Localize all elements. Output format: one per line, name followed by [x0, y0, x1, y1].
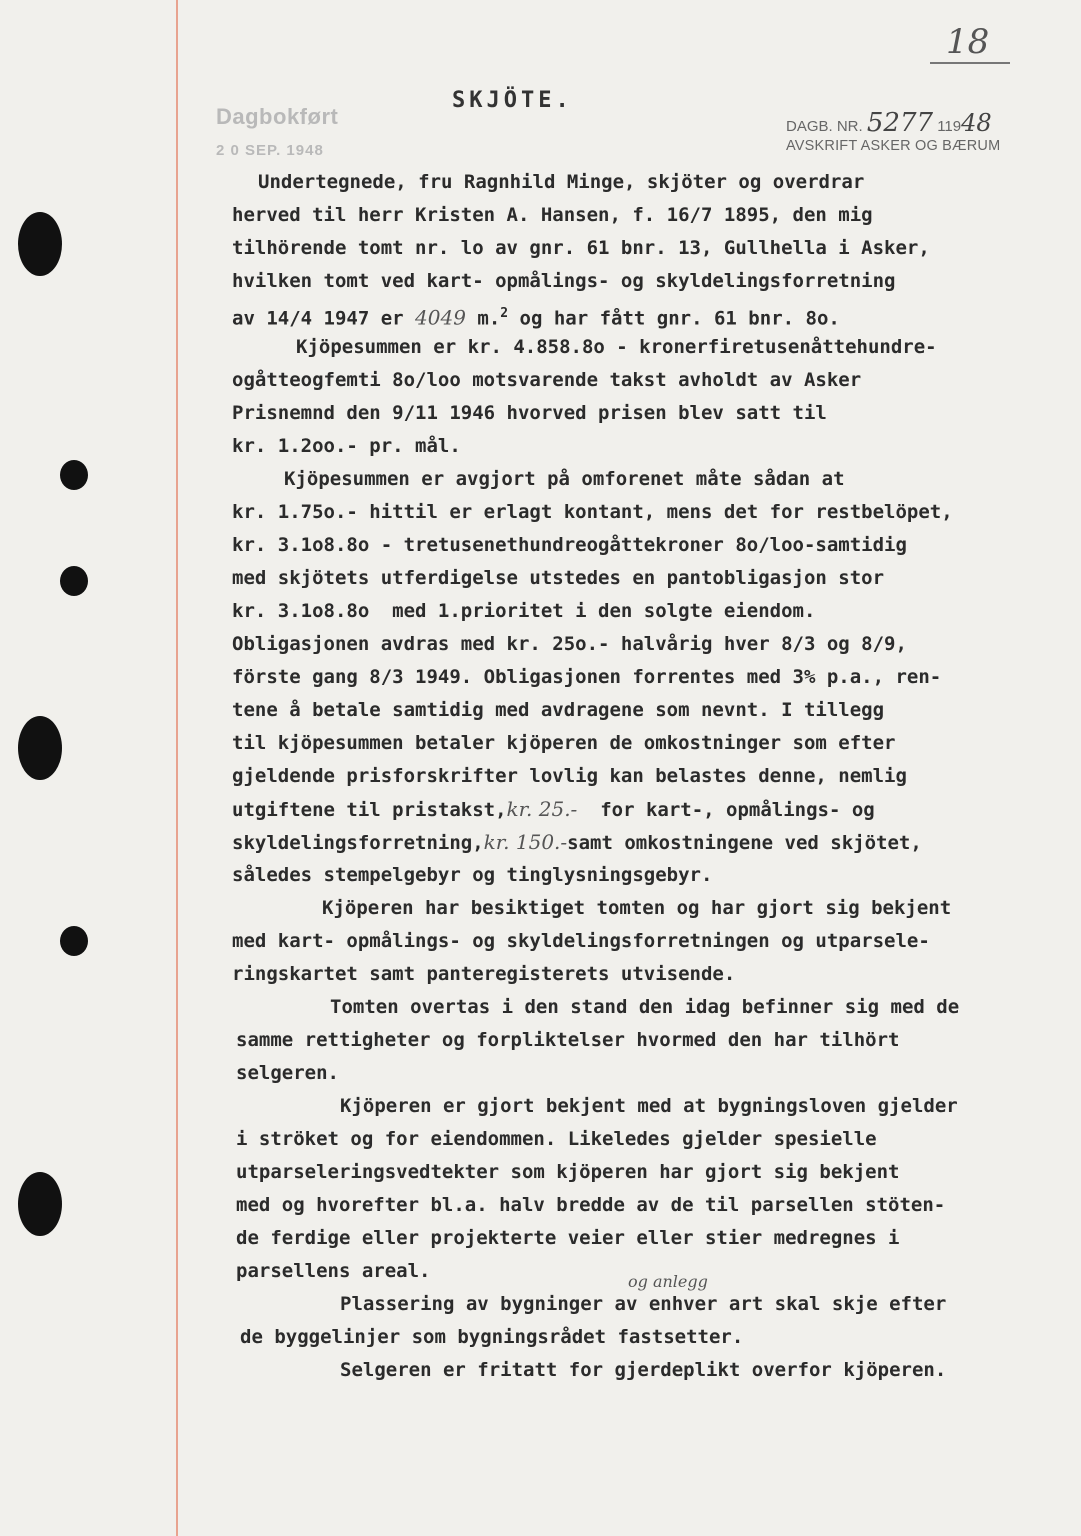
text-line: Kjöperen har besiktiget tomten og har gjort sig bekjent — [322, 897, 952, 919]
text-line: tene å betale samtidig med avdragene som nevnt. I tillegg — [232, 699, 885, 721]
handwritten-amount: kr. 25.- — [506, 797, 578, 821]
text-line — [232, 826, 922, 858]
text-segment: skyldelingsforretning, — [232, 832, 484, 854]
stamp-date: 2 0 SEP. 1948 — [216, 142, 324, 159]
text-line: med kart- opmålings- og skyldelingsforretningen og utparsele- — [232, 930, 930, 952]
text-line: herved til herr Kristen A. Hansen, f. 16/7 1895, den mig — [232, 204, 873, 226]
text-line: med og hvorefter bl.a. halv bredde av de til parsellen stöten- — [236, 1194, 946, 1216]
stamp-prefix: DAGB. NR. — [786, 118, 863, 135]
text-line: Kjöpesummen er kr. 4.858.8o - kronerfiretusenåttehundre- — [296, 336, 937, 358]
journal-year: 48 — [961, 109, 992, 137]
text-line: kr. 3.1o8.8o - tretusenethundreogåttekroner 8o/loo-samtidig — [232, 534, 907, 556]
text-line: de byggelinjer som bygningsrådet fastsetter. — [240, 1326, 744, 1348]
text-segment: utgiftene til pristakst, — [232, 799, 507, 821]
text-line: Prisnemnd den 9/11 1946 hvorved prisen blev satt til — [232, 402, 827, 424]
text-line: kr. 1.2oo.- pr. mål. — [232, 435, 461, 457]
journal-stamp — [786, 108, 1000, 154]
page-number: 18 — [946, 22, 990, 62]
handwritten-area: 4049 — [415, 305, 466, 330]
text-line: med skjötets utferdigelse utstedes en pantobligasjon stor — [232, 567, 885, 589]
page-number-underline — [930, 62, 1010, 64]
journal-number: 5277 — [866, 108, 934, 138]
text-line: gjeldende prisforskrifter lovlig kan belastes denne, nemlig — [232, 765, 907, 787]
text-line: förste gang 8/3 1949. Obligasjonen forrentes med 3% p.a., ren- — [232, 666, 942, 688]
handwritten-amount: kr. 150.- — [483, 830, 568, 854]
text-line: Undertegnede, fru Ragnhild Minge, skjöter og overdrar — [258, 171, 865, 193]
text-line: kr. 3.1o8.8o med 1.prioritet i den solgte eiendom. — [232, 600, 816, 622]
stamp-label: Dagbokført — [216, 104, 339, 129]
stamp-year-prefix: 119 — [937, 118, 962, 135]
text-segment: og har fått gnr. 61 bnr. 8o. — [508, 307, 840, 330]
text-line: selgeren. — [236, 1062, 339, 1084]
text-line: Obligasjonen avdras med kr. 25o.- halvårig hver 8/3 og 8/9, — [232, 633, 907, 655]
text-line: de ferdige eller projekterte veier eller stier medregnes i — [236, 1227, 900, 1249]
text-segment: m. — [465, 307, 501, 330]
text-line — [232, 793, 875, 825]
text-line: Kjöpesummen er avgjort på omforenet måte sådan at — [284, 468, 845, 490]
text-line: utparseleringsvedtekter som kjöperen har gjort sig bekjent — [236, 1161, 900, 1183]
punch-hole — [60, 566, 88, 596]
text-line: i ströket og for eiendommen. Likeledes gjelder spesielle — [236, 1128, 877, 1150]
handwritten-insert: og anlegg — [628, 1272, 708, 1291]
text-line — [232, 298, 840, 330]
text-line: Kjöperen er gjort bekjent med at bygningsloven gjelder — [340, 1095, 958, 1117]
text-line: ogåtteogfemti 8o/loo motsvarende takst avholdt av Asker — [232, 369, 862, 391]
text-segment: for kart-, opmålings- og — [577, 799, 875, 821]
punch-hole — [60, 460, 88, 490]
punch-hole — [60, 926, 88, 956]
text-line: parsellens areal. — [236, 1260, 431, 1282]
document-title: SKJÖTE. — [452, 88, 573, 113]
text-line: Selgeren er fritatt for gjerdeplikt overfor kjöperen. — [340, 1359, 947, 1381]
superscript: 2 — [500, 306, 509, 321]
margin-line — [176, 0, 178, 1536]
text-segment: av 14/4 1947 er — [232, 307, 416, 330]
text-line: tilhörende tomt nr. lo av gnr. 61 bnr. 13, Gullhella i Asker, — [232, 237, 930, 259]
text-line: således stempelgebyr og tinglysningsgebyr. — [232, 864, 713, 886]
text-line: hvilken tomt ved kart- opmålings- og skyldelingsforretning — [232, 270, 896, 292]
text-line: Tomten overtas i den stand den idag befinner sig med de — [330, 996, 960, 1018]
text-line: ringskartet samt panteregisterets utvisende. — [232, 963, 736, 985]
text-line: samme rettigheter og forpliktelser hvormed den har tilhört — [236, 1029, 900, 1051]
text-segment: samt omkostningene ved skjötet, — [567, 832, 922, 854]
text-line: til kjöpesummen betaler kjöperen de omkostninger som efter — [232, 732, 896, 754]
punch-hole — [18, 716, 62, 780]
text-line: Plassering av bygninger av enhver art skal skje efter — [340, 1293, 947, 1315]
punch-hole — [18, 1172, 62, 1236]
registration-stamp — [216, 104, 338, 159]
text-line: kr. 1.75o.- hittil er erlagt kontant, mens det for restbelöpet, — [232, 501, 953, 523]
punch-hole — [18, 212, 62, 276]
stamp-office: AVSKRIFT ASKER OG BÆRUM — [786, 138, 1001, 154]
